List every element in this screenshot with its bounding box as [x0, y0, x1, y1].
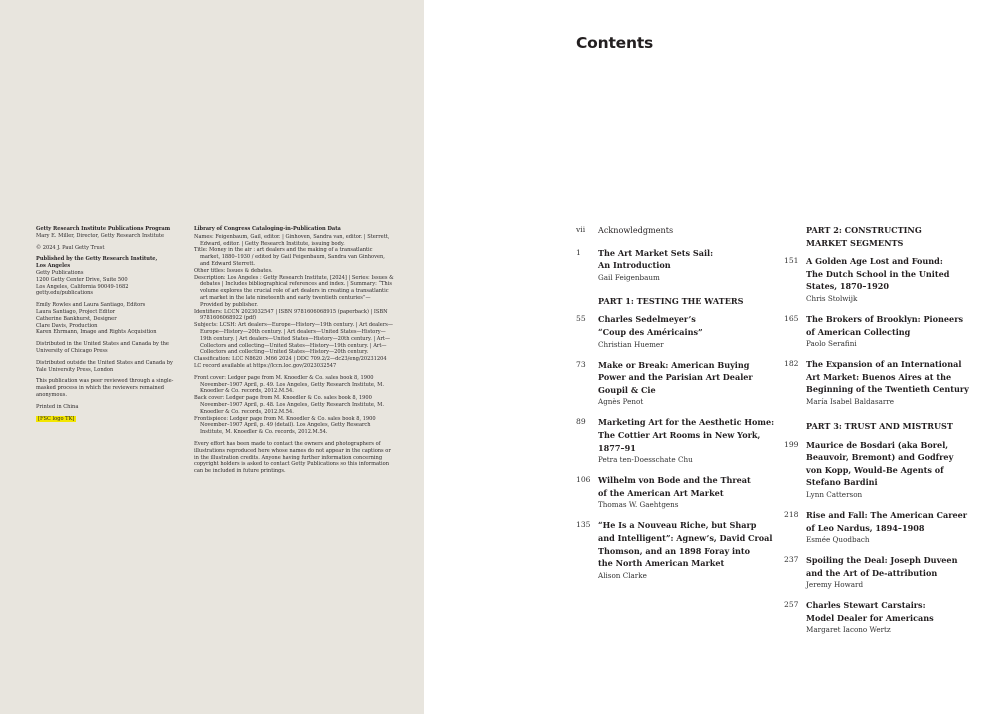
page-number: 106 — [576, 475, 591, 485]
imprint-column — [36, 226, 184, 427]
entry-author: Christian Huemer — [598, 339, 664, 349]
entry-title-line: The Expansion of an International — [806, 359, 962, 370]
page-number: 165 — [784, 313, 799, 323]
entry-title-line: Make or Break: American Buying — [598, 359, 750, 370]
entry-title-line: and the Art of De-attribution — [806, 567, 938, 578]
cip-line: Identifiers: LCCN 2023032547 | ISBN 9781606068915 (paperback) | ISBN 9781606068922 (pdf) — [194, 308, 388, 322]
website: getty.edu/publications — [36, 290, 94, 297]
entry-title-line: Marketing Art for the Aesthetic Home: — [598, 417, 775, 428]
entry-author: Gail Feigenbaum — [598, 272, 660, 282]
entry-title-line: of American Collecting — [806, 326, 911, 337]
fsc-logo-placeholder: [FSC logo TK] — [38, 415, 75, 422]
cip-line: LC record available at https://lccn.loc.gov/2023032547 — [194, 362, 337, 369]
toc-entry[interactable] — [576, 359, 776, 408]
toc-entry[interactable] — [576, 247, 776, 283]
entry-author: Paolo Serafini — [806, 339, 857, 349]
entry-title-line: of Leo Nardus, 1894–1908 — [806, 522, 925, 533]
toc-entry[interactable] — [784, 509, 969, 545]
entry-author: Chris Stolwijk — [806, 293, 858, 303]
entry-author: Jeremy Howard — [806, 580, 864, 590]
peer-review-note: This publication was peer reviewed through a single-masked process in which the reviewers remained anonymous. — [36, 378, 174, 398]
entry-title-line: Goupil & Cie — [598, 384, 656, 395]
entry-author: Thomas W. Gaehtgens — [598, 500, 679, 510]
part-heading: PART 3: TRUST AND MISTRUST — [806, 420, 953, 431]
page-number: 73 — [576, 359, 586, 369]
entry-author: Alison Clarke — [598, 570, 647, 580]
publisher-heading-2: Los Angeles — [36, 263, 71, 270]
entry-title-line: Rise and Fall: The American Career — [806, 509, 968, 520]
page-number: 55 — [576, 314, 586, 324]
entry-title: Acknowledgments — [598, 225, 674, 235]
toc-entry[interactable] — [784, 255, 969, 304]
cip-line: Description: Los Angeles : Getty Research Institute, [2024] | Series: Issues & debates | Includes bibliographical references and index. | Summary: “This volume explores the crucial role of art dealers in creating a transatlantic art market in the late nineteenth and early twentieth centuries”— Provided by publisher. — [194, 274, 394, 308]
toc-entry[interactable] — [576, 313, 776, 349]
distribution-us: Distributed in the United States and Canada by the University of Chicago Press — [36, 341, 169, 354]
entry-author: María Isabel Baldasarre — [806, 396, 895, 406]
entry-author: Petra ten-Doesschate Chu — [598, 455, 693, 465]
entry-title-line: “Coup des Américains” — [598, 326, 703, 337]
entry-title-line: An Introduction — [598, 260, 671, 271]
cip-line: Subjects: LCSH: Art dealers—Europe—History—19th century. | Art dealers—Europe—History—20th century. | Art dealers—United States—History—19th century. | Art dealers—United States—History—20th century. | Art—Collectors and collecting—United States—History—19th century. | Art—Collectors and collecting—United States—History—20th century. — [194, 322, 393, 356]
copyright-line: © 2024 J. Paul Getty Trust — [36, 244, 105, 251]
entry-title-line: von Kopp, Would-Be Agents of — [806, 464, 944, 475]
entry-title-line: Charles Stewart Carstairs: — [806, 600, 926, 611]
toc-entry[interactable] — [784, 554, 969, 590]
entry-title-line: Art Market: Buenos Aires at the — [806, 371, 952, 382]
page-number: 257 — [784, 600, 799, 610]
page-number: 182 — [784, 359, 799, 369]
staff-line: Catherine Bankhurst, Designer — [36, 315, 117, 322]
entry-title-line: Charles Sedelmeyer’s — [598, 314, 696, 325]
entry-title-line: the North American Market — [598, 558, 725, 569]
address-line-2: Los Angeles, California 90049-1682 — [36, 283, 129, 290]
toc-column-left — [576, 224, 776, 590]
entry-author: Esmée Quodbach — [806, 535, 870, 545]
staff-line: Clare Davis, Production — [36, 322, 98, 329]
page-number: 151 — [784, 256, 799, 266]
program-director: Mary E. Miller, Director, Getty Research Institute — [36, 232, 164, 239]
page-title: Contents — [576, 34, 654, 52]
page-number: 199 — [784, 439, 799, 449]
entry-title-line: A Golden Age Lost and Found: — [806, 256, 943, 267]
toc-entry[interactable] — [576, 224, 776, 237]
staff-line: Emily Rowles and Laura Santiago, Editors — [36, 302, 146, 309]
cip-heading: Library of Congress Cataloging-in-Publication Data — [194, 226, 341, 232]
entry-title-line: The Dutch School in the United — [806, 268, 950, 279]
cover-credit: Back cover: Ledger page from M. Knoedler & Co. sales book 8, 1900 November–1907 April, p. 48. Los Angeles, Getty Research Institute, M. Knoedler & Co. records, 2012.M.54. — [194, 395, 385, 415]
toc-entry[interactable] — [576, 519, 776, 580]
staff-line: Karen Ehrmann, Image and Rights Acquisition — [36, 329, 157, 336]
cover-credit: Frontispiece: Ledger page from M. Knoedler & Co. sales book 8, 1900 November–1907 April, p. 49 (detail). Los Angeles, Getty Research Institute, M. Knoedler & Co. records, 2012.M.54. — [194, 415, 376, 436]
entry-title-line: of the American Art Market — [598, 487, 724, 498]
staff-line: Laura Santiago, Project Editor — [36, 308, 116, 315]
page-number: vii — [576, 225, 586, 234]
cip-line: Title: Money in the air : art dealers and the making of a transatlantic market, 1880–1930 / edited by Gail Feigenbaum, Sandra van Ginhoven, and Edward Sterrett. — [194, 247, 385, 267]
toc-entry[interactable] — [576, 416, 776, 465]
page-number: 237 — [784, 555, 799, 565]
cip-line: Names: Feigenbaum, Gail, editor. | Ginhoven, Sandra van, editor. | Sterrett, Edward, editor. | Getty Research Institute, issuing body. — [194, 233, 390, 247]
entry-title-line: The Brokers of Brooklyn: Pioneers — [806, 313, 964, 324]
distribution-outside: Distributed outside the United States and Canada by Yale University Press, London — [36, 359, 173, 373]
rights-notice: Every effort has been made to contact the owners and photographers of illustrations reproduced here whose names do not appear in the captions or in the illustration credits. Anyone having further information concerning copyright holders is asked to contact Getty Publications so this information can be included in future printings. — [194, 440, 391, 475]
toc-entry[interactable] — [784, 599, 969, 635]
page-number: 218 — [784, 509, 799, 519]
entry-title-line: Beginning of the Twentieth Century — [806, 384, 969, 395]
entry-title-line: States, 1870–1920 — [806, 281, 890, 292]
publisher-name: Getty Publications — [36, 269, 84, 276]
entry-author: Margaret Iacono Wertz — [806, 625, 891, 635]
copyright-page — [0, 0, 424, 714]
toc-entry[interactable] — [784, 358, 969, 407]
cip-line: Other titles: Issues & debates. — [194, 267, 273, 274]
cip-column — [194, 226, 394, 480]
toc-entry[interactable] — [784, 439, 969, 500]
page-number: 1 — [576, 247, 581, 257]
printed-in: Printed in China — [36, 403, 79, 410]
entry-title-line: “He Is a Nouveau Riche, but Sharp — [598, 520, 757, 531]
page-number: 135 — [576, 520, 591, 530]
part-heading: PART 1: TESTING THE WATERS — [598, 295, 744, 306]
entry-author: Agnès Penot — [598, 397, 644, 407]
entry-title-line: 1877–91 — [598, 442, 636, 453]
entry-title-line: and Intelligent”: Agnew’s, David Croal — [598, 532, 773, 543]
entry-title-line: Stefano Bardini — [806, 477, 878, 488]
entry-title-line: Beauvoir, Bremont) and Godfrey — [806, 452, 954, 463]
toc-column-right — [784, 224, 969, 644]
entry-title-line: The Art Market Sets Sail: — [598, 247, 714, 258]
part-heading — [784, 224, 969, 249]
entry-title-line: Wilhelm von Bode and the Threat — [598, 475, 751, 486]
part-heading-line: MARKET SEGMENTS — [806, 237, 904, 248]
part-heading-line: PART 2: CONSTRUCTING — [806, 225, 922, 235]
address-line-1: 1200 Getty Center Drive, Suite 500 — [36, 276, 128, 283]
page-number: 89 — [576, 417, 586, 427]
program-title: Getty Research Institute Publications Program — [36, 226, 171, 232]
publisher-heading-1: Published by the Getty Research Institute, — [36, 256, 158, 263]
cip-line: Classification: LCC N8620 .M66 2024 | DDC 709.2/2—dc23/eng/20231204 — [194, 356, 387, 363]
toc-entry[interactable] — [576, 474, 776, 510]
entry-title-line: Power and the Parisian Art Dealer — [598, 372, 753, 383]
entry-title-line: The Cottier Art Rooms in New York, — [598, 429, 761, 440]
cover-credit: Front cover: Ledger page from M. Knoedler & Co. sales book 8, 1900 November–1907 April, p. 49. Los Angeles, Getty Research Institute, M. Knoedler & Co. records, 2012.M.54. — [194, 374, 385, 395]
entry-title-line: Spoiling the Deal: Joseph Duveen — [806, 555, 958, 566]
entry-author: Lynn Catterson — [806, 489, 863, 499]
entry-title-line: Thomson, and an 1898 Foray into — [598, 545, 751, 556]
staff-credits — [36, 302, 184, 336]
toc-entry[interactable] — [784, 313, 969, 349]
entry-title-line: Model Dealer for Americans — [806, 612, 934, 623]
entry-title-line: Maurice de Bosdari (aka Borel, — [806, 439, 949, 450]
